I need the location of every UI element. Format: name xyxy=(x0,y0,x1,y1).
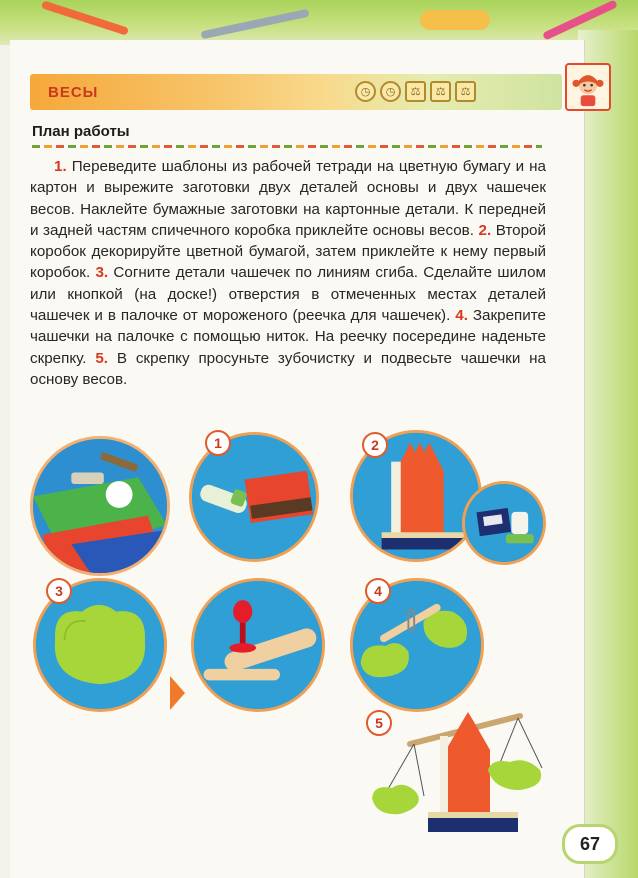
topic-title: ВЕСЫ xyxy=(48,84,99,101)
instructions-text xyxy=(30,156,546,390)
compass-icon xyxy=(200,9,309,40)
step-badge-5: 5 xyxy=(366,710,392,736)
button-decor-icon xyxy=(420,10,490,30)
step-badge-4: 4 xyxy=(365,578,391,604)
finished-scales-photo xyxy=(370,706,555,841)
clock-icon: ◷ xyxy=(355,81,376,102)
weight-icon: ⚖ xyxy=(455,81,476,102)
step-text: Согните детали чашечек по линиям сгиба. Сделайте шилом или кнопкой (на доске!) отверстия в отмеченных местах деталей чашечек и в палочке от мороженого (реечка для чашечек). xyxy=(30,264,546,325)
step-number: 2. xyxy=(478,221,492,239)
girl-mascot-icon xyxy=(565,63,611,111)
step-number: 3. xyxy=(95,264,109,282)
step-badge-2: 2 xyxy=(362,432,388,458)
step-text: Переведите шаблоны из рабочей тетради на цветную бумагу и на картон и вырежите заготовки двух деталей основы и двух чашечек весов. Наклейте бумажные заготовки на картонные детали. К передней и задней частям спичечного коробка приклейте основы весов. xyxy=(30,158,546,239)
weight-icon: ⚖ xyxy=(430,81,451,102)
step-badge-1: 1 xyxy=(205,430,231,456)
step-badge-3: 3 xyxy=(46,578,72,604)
step-text: Второй коробок декорируйте цветной бумагой, затем приклейте к нему первый коробок. xyxy=(30,221,546,282)
step-text: Закрепите чашечки на палочке с помощью ниток. На реечку посередине наденьте скрепку. xyxy=(30,307,546,367)
topic-header-band xyxy=(30,74,562,110)
topic-icons xyxy=(355,81,476,102)
page-number: 67 xyxy=(562,824,618,864)
step3-pin-photo xyxy=(191,578,325,712)
step-number: 5. xyxy=(95,349,108,367)
step-number: 1. xyxy=(54,158,67,175)
materials-photo xyxy=(30,436,170,576)
step2-detail-photo xyxy=(462,481,546,565)
step-text: В скрепку просуньте зубочистку и подвесьте чашечки на основу весов. xyxy=(30,349,546,388)
dashed-divider xyxy=(32,145,542,148)
top-decorative-strip xyxy=(0,0,638,45)
step-number: 4. xyxy=(455,307,468,325)
section-title: План работы xyxy=(32,123,130,140)
pencil-icon xyxy=(41,0,129,35)
weight-icon: ⚖ xyxy=(405,81,426,102)
right-decorative-strip xyxy=(578,30,638,878)
next-step-arrow-icon xyxy=(170,676,185,710)
clock-icon: ◷ xyxy=(380,81,401,102)
